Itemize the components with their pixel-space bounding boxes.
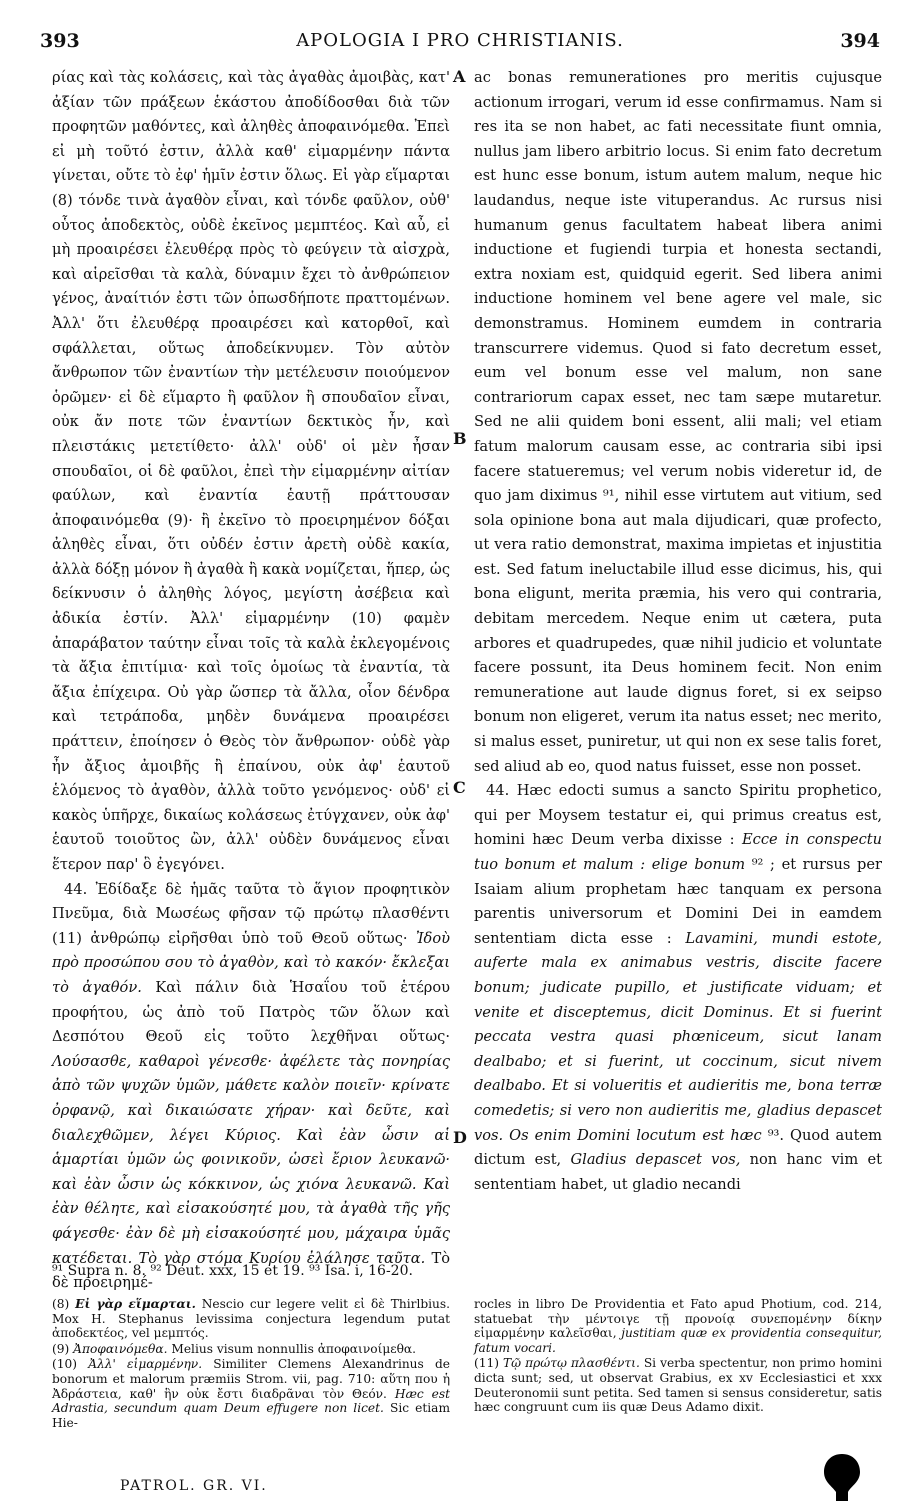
note-10-translation: Hæc est Adrastia, secundum quam Deum effugere non licet. — [52, 1386, 450, 1416]
latin-section-lead: 44. Hæc edocti sumus a sancto Spiritu prophetico, qui per Moysem testatur ei, qui primus creatus est, homini hæc Deum verba dixisse : — [474, 782, 882, 849]
greek-section-end: Τὸ δὲ προειρημέ- — [52, 1249, 451, 1292]
greek-quote-isaiah: Λούσασθε, καθαροὶ γένεσθε· ἀφέλετε τὰς πονηρίας ἀπὸ τῶν ψυχῶν ὑμῶν, μάθετε καλὸν ποιεῖν· κρίνατε ὀρφανῷ, καὶ δικαιώσατε χήραν· καὶ δεῦτε, καὶ διαλεχθῶμεν, λέγει Κύριος. Καὶ ἐὰν ὦσιν αἱ ἁμαρτίαι ὑμῶν ὡς φοινικοῦν, ὡσεὶ ἔριον λευκανῶ· καὶ ἐὰν ὦσιν ὡς κόκκινον, ὡς χιόνα λευκανῶ. Καὶ ἐὰν θέλητε, καὶ εἰσακούσητέ μου, τὰ ἀγαθὰ τῆς γῆς φάγεσθε· ἐὰν δὲ μὴ εἰσακούσητέ μου, μάχαιρα ὑμᾶς κατέδεται. Τὸ γὰρ στόμα Κυρίου ἐλάλησε ταῦτα. — [52, 1052, 450, 1267]
note-8-label: (8) — [52, 1297, 70, 1311]
note-9-text: Melius visum nonnullis ἀποφαινοίμεθα. — [167, 1341, 417, 1356]
margin-letter-b: B — [453, 429, 467, 448]
note-8-lemma: Εἰ γὰρ εἵμαρται. — [75, 1297, 196, 1311]
note-8-text: Nescio cur legere velit εἰ δὲ Thirlbius. Mox H. Stephanus levissima conjectura legendum putat ἀποδεκτέος, vel μεμπτός. — [52, 1297, 451, 1341]
latin-section-end-2: non hanc vim et sententiam habet, ut gladio necandi — [474, 1151, 882, 1193]
latin-paragraph-44 — [474, 779, 882, 1197]
latin-paragraph-1: ac bonas remunerationes pro meritis cujusque actionum irrogari, verum id esse confirmamus. Nam si res ita se non habet, ac fati necessitate fiunt omnia, nullus jam libero arbitrio locus. Si enim fato decretum est hunc esse bonum, istum autem malum, neque hic laudandus, neque iste vituperandus. Ac rursus nisi humanum genus facultatem habeat libera animi inductione et fugiendi turpia et honesta sectandi, extra noxiam est, quidquid egerit. Sed libera animi inductione hominem vel bene agere vel male, sic demonstramus. Hominem eumdem in contraria transcurrere videmus. Quod si fato decretum esset, eum vel bonum esse vel malum, non sane contrariorum capax esset, nec tam sæpe mutaretur. Sed ne alii quidem boni essent, alii mali; vel etiam fatum malorum causam esse, ac contraria sibi ipsi facere statueremus; vel verum nobis videretur id, de quo jam diximus ⁹¹, nihil esse virtutem aut vitium, sed sola opinione bona aut mala dijudicari, quæ profecto, ut vera ratio demonstrat, maxima impietas et injustitia est. Sed fatum ineluctabile illud esse dicimus, his, qui bona eligunt, merita præmia, his vero qui contraria, debitam mercedem. Neque enim ut cætera, puta arbores et quadrupedes, quæ nihil judicio et voluntate facere possunt, ita Deus hominem fecit. Non enim remuneratione aut laude dignus foret, si ex seipso bonum non eligeret, verum ita natus esset; nec merito, si malus esset, puniretur, ut qui non ex sese talis foret, sed aliud ab eo, quod natus fuisset, esse non posset. — [474, 69, 882, 775]
notes-right-column — [474, 1297, 882, 1416]
page-number-left: 393 — [40, 30, 80, 52]
running-header — [40, 30, 880, 56]
latin-quote-gladius: Gladius depascet vos, — [561, 1151, 741, 1169]
note-9-label: (9) — [52, 1341, 70, 1356]
latin-quote-isaiah: Lavamini, mundi estote, auferte mala ex animabus vestris, discite facere bonum; judicate pupillo, et justificate viduam; et venite et disceptemus, dicit Dominus. Et si fuerint peccata vestra quasi phœniceum, sicut lanam dealbabo; et si fuerint, ut coccinum, sicut nivem dealbabo. Et si volueritis et audieritis me, bona terræ comedetis; si vero non audieritis me, gladius depascet vos. Os enim Domini locutum est hæc — [474, 929, 882, 1144]
note-9 — [52, 1342, 450, 1357]
note-11-label: (11) — [474, 1356, 500, 1371]
note-11-text: Si verba spectentur, non primo homini dicta sunt; sed, ut observat Grabius, ex xv Ecclesiastici et xxx Deuteronomii sunt petita. Sed tamen si sensus consideretur, satis hæc congruunt cum iis quæ Deus Adamo dixit. — [474, 1356, 883, 1415]
greek-section-mid: Καὶ πάλιν διὰ Ἡσαΐου τοῦ ἑτέρου προφήτου, ὡς ἀπὸ τοῦ Πατρὸς τῶν ὅλων καὶ Δεσπότου Θεοῦ εἰς τοῦτο λεχθῆναι οὕτως· — [52, 978, 450, 1046]
note-11 — [474, 1356, 882, 1414]
scripture-references: ⁹¹ Supra n. 8. ⁹² Deut. xxx, 15 et 19. ⁹³ Isa. i, 16-20. — [52, 1263, 413, 1279]
latin-footnote-ref-92: ⁹² ; — [745, 856, 775, 873]
note-10-lemma: Ἀλλ' εἱμαρμένην. — [88, 1357, 203, 1372]
note-11-lemma: Τῷ πρώτῳ πλασθέντι. — [503, 1356, 640, 1371]
margin-letter-a: A — [453, 67, 466, 86]
note-10-cont-translation: justitiam quæ ex providentia consequitur, fatum vocari. — [474, 1326, 882, 1355]
greek-paragraph-1: ρίας καὶ τὰς κολάσεις, καὶ τὰς ἀγαθὰς ἀμοιβὰς, κατ' ἀξίαν τῶν πράξεων ἑκάστου ἀποδίδοσθαι διὰ τῶν προφητῶν μαθόντες, καὶ ἀληθὲς ἀποφαινόμεθα. Ἐπεὶ εἰ μὴ τοῦτό ἐστιν, ἀλλὰ καθ' εἱμαρμένην πάντα γίνεται, οὔτε τὸ ἐφ' ἡμῖν ἐστιν ὅλως. Εἰ γὰρ εἵμαρται (8) τόνδε τινὰ ἀγαθὸν εἶναι, καὶ τόνδε φαῦλον, οὐθ' οὗτος ἀποδεκτὸς, οὐδὲ ἐκεῖνος μεμπτέος. Καὶ αὖ, εἰ μὴ προαιρέσει ἐλευθέρᾳ πρὸς τὸ φεύγειν τὰ αἰσχρὰ, καὶ αἱρεῖσθαι τὰ καλὰ, δύναμιν ἔχει τὸ ἀνθρώπειον γένος, ἀναίτιόν ἐστι τῶν ὁπωσδήποτε πραττομένων. Ἀλλ' ὅτι ἐλευθέρᾳ προαιρέσει καὶ κατορθοῖ, καὶ σφάλλεται, οὕτως ἀποδείκνυμεν. Τὸν αὐτὸν ἄνθρωπον τῶν ἐναντίων τὴν μετέλευσιν ποιούμενον ὁρῶμεν· εἰ δὲ εἵμαρτο ἢ φαῦλον ἢ σπουδαῖον εἶναι, οὐκ ἄν ποτε τῶν ἐναντίων δεκτικὸς ἦν, καὶ πλειστάκις μετετίθετο· ἀλλ' οὐδ' οἱ μὲν ἦσαν σπουδαῖοι, οἱ δὲ φαῦλοι, ἐπεὶ τὴν εἱμαρμένην αἰτίαν φαύλων, καὶ ἐναντία ἑαυτῇ πράττουσαν ἀποφαινόμεθα (9)· ἢ ἐκεῖνο τὸ προειρημένον δόξαι ἀληθὲς εἶναι, ὅτι οὐδέν ἐστιν ἀρετὴ οὐδὲ κακία, ἀλλὰ δόξῃ μόνον ἢ ἀγαθὰ ἢ κακὰ νομίζεται, ἥπερ, ὡς δείκνυσιν ὁ ἀληθὴς λόγος, μεγίστη ἀσέβεια καὶ ἀδικία ἐστίν. Ἀλλ' εἱμαρμένην (10) φαμὲν ἀπαράβατον ταύτην εἶναι τοῖς τὰ καλὰ ἐκλεγομένοις τὰ ἄξια ἐπιτίμια· καὶ τοῖς ὁμοίως τὰ ἐναντία, τὰ ἄξια ἐπίχειρα. Οὐ γὰρ ὥσπερ τὰ ἄλλα, οἷον δένδρα καὶ τετράποδα, μηδὲν δυνάμενα προαιρέσει πράττειν, ἐποίησεν ὁ Θεὸς τὸν ἄνθρωπον· οὐδὲ γὰρ ἦν ἄξιος ἀμοιβῆς ἢ ἐπαίνου, οὐκ ἀφ' ἑαυτοῦ ἑλόμενος τὸ ἀγαθὸν, ἀλλὰ τοῦτο γενόμενος· οὐδ' εἰ κακὸς ὑπῆρχε, δικαίως κολάσεως ἐτύγχανεν, οὐκ ἀφ' ἑαυτοῦ τοιοῦτος ὢν, ἀλλ' οὐδὲν δυνάμενος εἶναι ἕτερον παρ' ὃ ἐγεγόνει. — [52, 69, 450, 873]
greek-quote-deut: Ἰδοὺ πρὸ προσώπου σου τὸ ἀγαθὸν, καὶ τὸ κακόν· ἔκλεξαι τὸ ἀγαθόν. — [52, 929, 450, 996]
signature-mark: PATROL. GR. VI. — [120, 1478, 268, 1494]
notes-left-column — [52, 1297, 450, 1431]
note-10-text: Similiter Clemens Alexandrinus de bonorum et malorum præmiis Strom. vii, pag. 710: αὕτη που ἡ Ἀδράστεια, καθ' ἣν οὐκ ἔστι διαδρᾶναι τὸν Θεόν. — [52, 1357, 450, 1401]
running-title: APOLOGIA I PRO CHRISTIANIS. — [296, 30, 624, 51]
ink-blot-icon — [823, 1452, 861, 1501]
page-number-right: 394 — [840, 30, 880, 52]
note-10-end: Sic etiam Hie- — [52, 1401, 450, 1430]
latin-section-end-1: Quod autem dictum est, — [474, 1126, 882, 1169]
greek-paragraph-44 — [52, 878, 450, 1296]
latin-quote-deut: Ecce in conspectu tuo bonum et malum : elige bonum — [474, 831, 883, 873]
margin-letter-d: D — [453, 1128, 467, 1147]
latin-section-mid: et rursus per Isaiam alium prophetam hæc tanquam ex persona parentis universorum et Domini Dei in eamdem sententiam dicta esse : — [474, 856, 882, 947]
note-10-label: (10) — [52, 1357, 78, 1372]
note-8 — [52, 1297, 450, 1341]
greek-section-lead: 44. Ἐδίδαξε δὲ ἡμᾶς ταῦτα τὸ ἅγιον προφητικὸν Πνεῦμα, διὰ Μωσέως φῆσαν τῷ πρώτῳ πλασθέντι (11) ἀνθρώπῳ εἰρῆσθαι ὑπὸ τοῦ Θεοῦ οὕτως· — [52, 880, 450, 947]
latin-column — [474, 66, 882, 1197]
latin-footnote-ref-93: ⁹³. — [761, 1126, 785, 1144]
note-10-cont-text: rocles in libro De Providentia et Fato apud Photium, cod. 214, statuebat τὴν μέντοιγε τῇ προνοίᾳ συνεπομένην δίκην εἱμαρμένην καλεῖσθαι, — [474, 1297, 882, 1341]
greek-column — [52, 66, 450, 1296]
note-10 — [52, 1357, 450, 1430]
margin-letter-c: C — [453, 778, 466, 797]
note-9-lemma: Ἀποφαινόμεθα. — [73, 1341, 168, 1356]
note-10-continued — [474, 1297, 882, 1355]
